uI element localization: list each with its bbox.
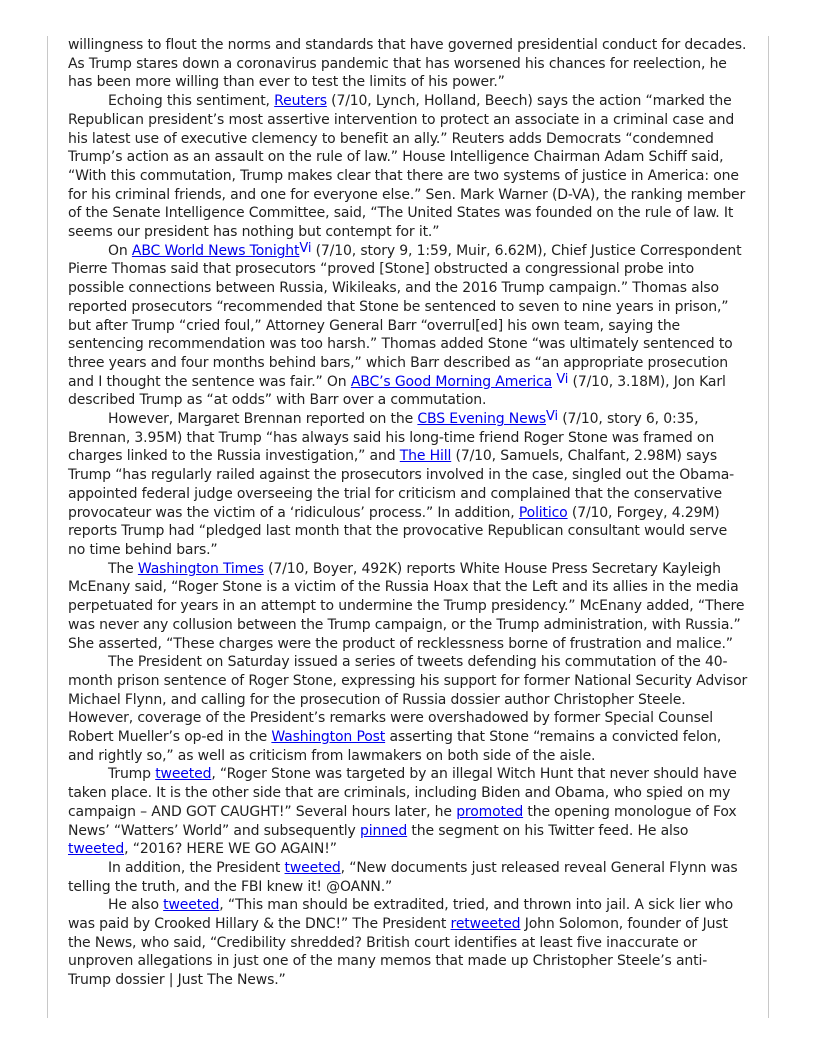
text-run: However, Margaret Brennan reported on the	[108, 411, 418, 428]
right-margin-rule	[768, 36, 769, 1018]
document-body	[68, 36, 748, 990]
text-run: He also	[108, 897, 164, 914]
text-run: , “2016? HERE WE GO AGAIN!”	[124, 841, 337, 858]
left-margin-rule	[47, 36, 48, 1018]
paragraph	[68, 653, 748, 765]
text-run: , “New documents just released reveal General Flynn was telling the truth, and the FBI knew it! @OANN.”	[68, 859, 738, 895]
text-run: Trump	[108, 766, 156, 783]
text-run: (7/10, Boyer, 492K) reports White House Press Secretary Kayleigh McEnany said, “Roger Stone is a victim of the Russia Hoax that the Left and its allies in the media perpetuated for years in an attempt to undermine the Trump presidency.” McEnany added, “There was never any collusion between the Trump campaign, or the Trump administration, with Russia.” She asserted, “These charges were the product of recklessness borne of frustration and malice.”	[68, 560, 745, 652]
article-link[interactable]: Reuters	[274, 93, 327, 110]
text-run: (7/10, 3.18M), Jon Karl described Trump as “at odds” with Barr over a commutation.	[68, 373, 726, 409]
article-link[interactable]: promoted	[456, 803, 524, 820]
text-run: (7/10, story 6, 0:35, Brennan, 3.95M) that Trump “has always said his long-time friend Roger Stone was framed on charges linked to the Russia investigation,” and	[68, 411, 715, 465]
paragraph	[68, 859, 748, 896]
article-link[interactable]: tweeted	[68, 841, 125, 858]
article-link[interactable]: Politico	[518, 504, 568, 521]
article-link[interactable]: tweeted	[284, 859, 341, 876]
text-run: asserting that Stone “remains a convicted felon, and rightly so,” as well as criticism from lawmakers on both side of the aisle.	[68, 729, 722, 764]
article-link[interactable]: Washington Times	[137, 560, 264, 577]
text-run: In addition, the President	[108, 859, 285, 876]
text-run: The	[108, 560, 138, 577]
article-link[interactable]: tweeted	[163, 897, 220, 914]
article-link[interactable]: The Hill	[399, 448, 452, 465]
article-link[interactable]: ABC World News Tonight	[131, 242, 300, 259]
text-run: willingness to flout the norms and standards that have governed presidential conduct for decades. As Trump stares down a coronavirus pandemic that has worsened his chances for reelection, he has been more willing than ever to test the limits of his power.”	[68, 37, 747, 91]
text-run: (7/10, Samuels, Chalfant, 2.98M) says Trump “has regularly railed against the prosecutors involved in the case, singled out the Obama-appointed federal judge overseeing the trial for criticism and complained that the conservative provocateur was the victim of a ‘ridiculous’ process.” In addition,	[68, 448, 735, 521]
text-run: Echoing this sentiment,	[108, 93, 275, 110]
article-link[interactable]: retweeted	[450, 916, 521, 933]
article-link[interactable]: CBS Evening News	[417, 411, 547, 428]
video-marker: Vi	[546, 409, 558, 425]
text-run: (7/10, Forgey, 4.29M) reports Trump had “pledged last month that the provocative Republican consultant would serve no time behind bars.”	[68, 504, 728, 558]
paragraph	[68, 242, 748, 410]
text-run: , “This man should be extradited, tried, and thrown into jail. A sick lier who was paid by Crooked Hillary & the DNC!” The President	[68, 897, 734, 933]
text-run: the opening monologue of Fox News’ “Watters’ World” and subsequently	[68, 803, 737, 839]
paragraph	[68, 896, 748, 990]
text-run: The President on Saturday issued a series of tweets defending his commutation of the 40-month prison sentence of Roger Stone, expressing his support for former National Security Advisor Michael Flynn, and calling for the prosecution of Russia dossier author Christopher Steele. However, coverage of the President’s remarks were overshadowed by former Special Counsel Robert Mueller’s op-ed in the	[68, 654, 748, 746]
text-run: (7/10, story 9, 1:59, Muir, 6.62M), Chief Justice Correspondent Pierre Thomas said that prosecutors “proved [Stone] obstructed a congressional probe into possible connections between Russia, Wikileaks, and the 2016 Trump campaign.” Thomas also reported prosecutors “recommended that Stone be sentenced to seven to nine years in prison,” but after Trump “cried foul,” Attorney General Barr “overrul[ed] his own team, saying the sentencing recommendation was too harsh.” Thomas added Stone “was ultimately sentenced to three years and four months behind bars,” which Barr described as “an appropriate prosecution and I thought the sentence was fair.” On	[68, 242, 742, 390]
text-run: , “Roger Stone was targeted by an illegal Witch Hunt that never should have taken place. It is the other side that are criminals, including Biden and Obama, who spied on my campaign – AND GOT CAUGHT!” Several hours later, he	[68, 766, 737, 820]
article-link[interactable]: ABC’s Good Morning America	[350, 373, 553, 390]
paragraph	[68, 410, 748, 560]
paragraph	[68, 92, 748, 242]
article-link[interactable]: tweeted	[155, 766, 212, 783]
article-link[interactable]: Washington Post	[271, 729, 386, 746]
paragraph	[68, 560, 748, 654]
text-run: (7/10, Lynch, Holland, Beech) says the action “marked the Republican president’s most assertive intervention to protect an associate in a criminal case and his latest use of executive clemency to benefit an ally.” Reuters adds Democrats “condemned Trump’s action as an assault on the rule of law.” House Intelligence Chairman Adam Schiff said, “With this commutation, Trump makes clear that there are two systems of justice in America: one for his criminal friends, and one for everyone else.” Sen. Mark Warner (D-VA), the ranking member of the Senate Intelligence Committee, said, “The United States was founded on the rule of law. It seems our president has nothing but contempt for it.”	[68, 93, 746, 241]
article-link[interactable]: pinned	[360, 822, 408, 839]
text-run: John Solomon, founder of Just the News, who said, “Credibility shredded? British court identifies at least five inaccurate or unproven allegations in just one of the many memos that made up Christopher Steele’s anti-Trump dossier | Just The News.”	[68, 916, 728, 989]
video-marker: Vi	[299, 240, 312, 256]
paragraph	[68, 765, 748, 859]
text-run: On	[108, 242, 132, 259]
video-marker: Vi	[556, 371, 569, 387]
paragraph	[68, 36, 748, 92]
text-run: the segment on his Twitter feed. He also	[407, 822, 689, 839]
